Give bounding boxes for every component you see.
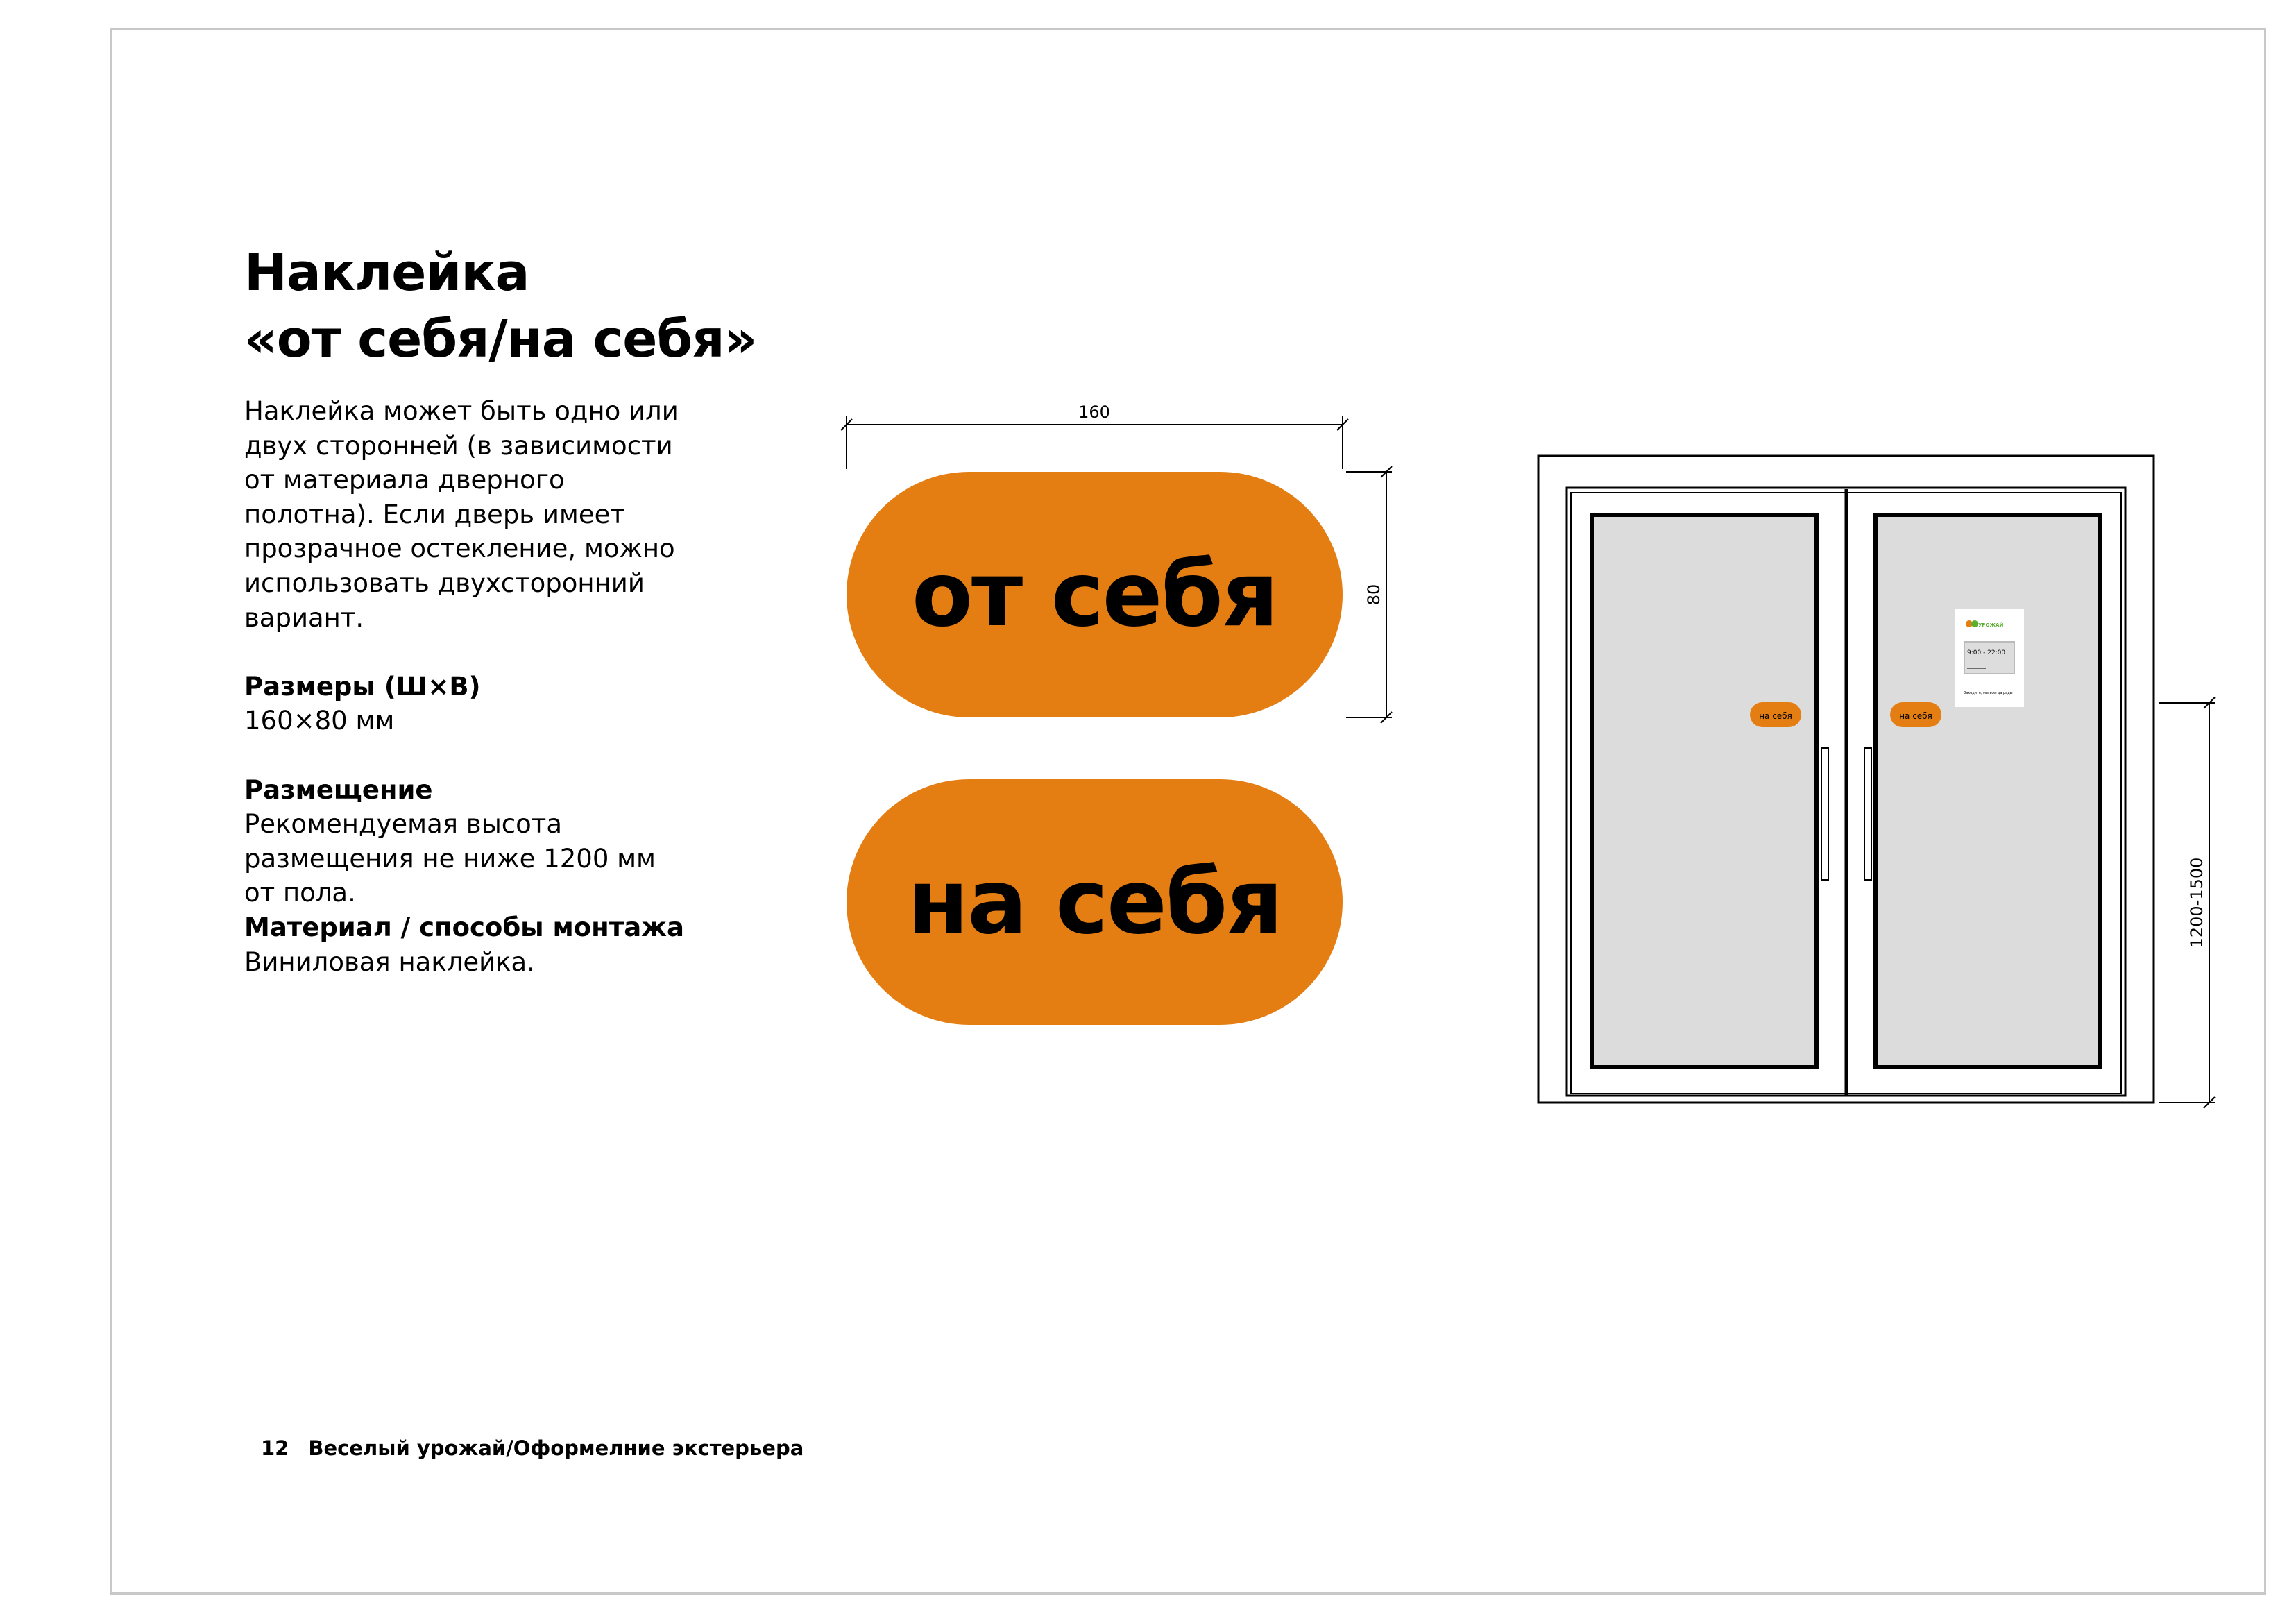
- width-dimension: [841, 416, 1348, 469]
- small-sticker-left-label: на себя: [1759, 711, 1792, 721]
- sticker-pull: на себя: [847, 779, 1343, 1025]
- material-label: Материал / способы монтажа: [244, 912, 684, 942]
- title-line-1: Наклейка: [244, 243, 529, 303]
- sticker-push: от себя: [847, 472, 1343, 717]
- sign-logo: УРОЖАЙ: [1978, 622, 2004, 628]
- door-sign: [1955, 609, 2024, 707]
- mount-height-label: 1200-1500: [2187, 857, 2206, 949]
- page-footer: [261, 1436, 823, 1460]
- description: Наклейка может быть одно или двух сторонней (в зависимости от материала дверного полотна). Если дверь имеет прозрачное остекление, можно использовать двухсторонний вариант.: [244, 396, 679, 633]
- placement-label: Размещение: [244, 774, 433, 805]
- placement-value: Рекомендуемая высота размещения не ниже 1200 мм от пола.: [244, 809, 656, 908]
- sign-hours: 9:00 - 22:00: [1967, 649, 2006, 656]
- width-label: 160: [1078, 402, 1110, 422]
- sizes-label: Размеры (Ш×В): [244, 671, 481, 702]
- small-sticker-right-label: на себя: [1899, 711, 1932, 721]
- footer-text: Веселый урожай/Оформелние экстерьера: [308, 1436, 804, 1460]
- title-line-2: «от себя/на себя»: [244, 309, 757, 369]
- height-label: 80: [1364, 584, 1384, 606]
- page-number: 12: [261, 1436, 289, 1460]
- sizes-value: 160×80 мм: [244, 706, 395, 736]
- door-drawing: [1538, 456, 2154, 1103]
- material-value: Виниловая наклейка.: [244, 946, 535, 977]
- sign-footer: Заходите, мы всегда рады: [1964, 691, 2013, 695]
